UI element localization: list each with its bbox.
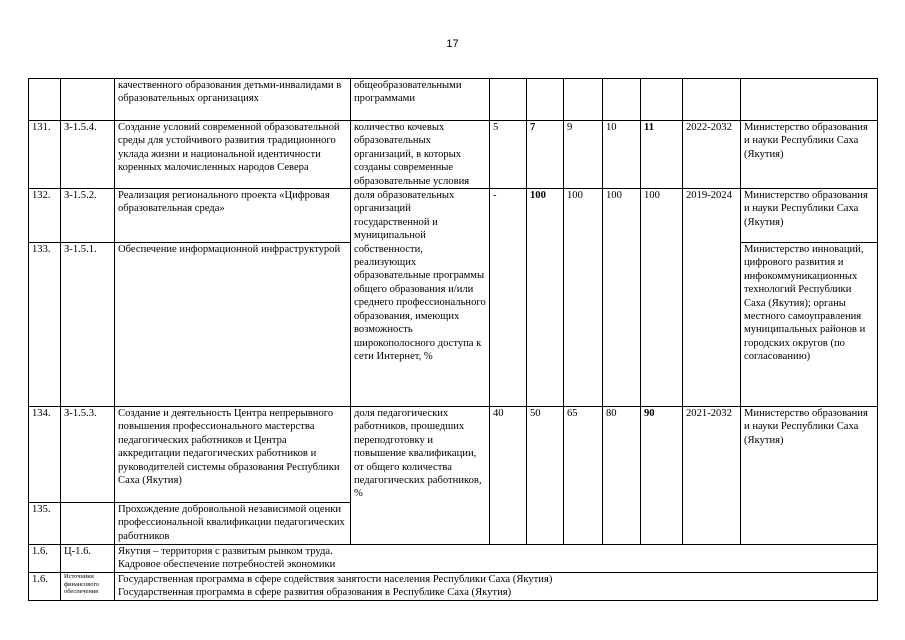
table-row-goal: [29, 545, 878, 573]
cell-value: [490, 79, 527, 121]
table-row-134: [29, 407, 878, 503]
cell-agency: Министерство инноваций, цифрового развития и инфокоммуникационных технологий Республики Саха (Якутия); органы местного самоуправления муниципальных районов и городских округов (по согласованию): [741, 243, 878, 407]
cell-measure: Создание условий современной образовательной среды для устойчивого развития традиционного уклада жизни и национальной идентичности коренных малочисленных народов Севера: [115, 121, 351, 189]
cell-value-4: 10: [603, 121, 641, 189]
cell-value-4: 100: [603, 189, 641, 407]
cell-value-1: 5: [490, 121, 527, 189]
cell-value-4: 80: [603, 407, 641, 545]
program-table: [28, 78, 878, 601]
cell-years: 2021-2032: [683, 407, 741, 545]
cell-years: 2019-2024: [683, 189, 741, 407]
cell-indicator: доля педагогических работников, прошедших переподготовку и повышение квалификации, от общего количества педагогических работников, %: [351, 407, 490, 545]
cell-value-5: 11: [641, 121, 683, 189]
sources-text: [115, 573, 878, 601]
cell-value: [603, 79, 641, 121]
cell-years: 2022-2032: [683, 121, 741, 189]
table-row-131: [29, 121, 878, 189]
cell-num: 135.: [29, 503, 61, 545]
cell-code: З-1.5.4.: [61, 121, 115, 189]
sources-line-2: Государственная программа в сфере развития образования в Республике Саха (Якутия): [118, 587, 512, 599]
cell-agency: Министерство образования и науки Республики Саха (Якутия): [741, 121, 878, 189]
cell-value-2: 7: [527, 121, 564, 189]
cell-num: 1.6.: [29, 573, 61, 601]
table-row-sources: [29, 573, 878, 601]
cell-num: 132.: [29, 189, 61, 243]
cell-value-1: 40: [490, 407, 527, 545]
cell-num: 1.6.: [29, 545, 61, 573]
cell-value-3: 65: [564, 407, 603, 545]
cell-code: [61, 79, 115, 121]
cell-measure: Обеспечение информационной инфраструктурой: [115, 243, 351, 407]
cell-value: [564, 79, 603, 121]
cell-value-1: -: [490, 189, 527, 407]
cell-value-3: 9: [564, 121, 603, 189]
cell-num: 133.: [29, 243, 61, 407]
cell-measure: Создание и деятельность Центра непрерывного повышения профессионального мастерства педагогических работников и Центра аккредитации педагогических работников и руководителей системы образования Республики Саха (Якутия): [115, 407, 351, 503]
cell-measure: качественного образования детьми-инвалидами в образовательных организациях: [115, 79, 351, 121]
cell-value: [527, 79, 564, 121]
cell-indicator: доля образовательных организаций государственной и муниципальной собственности, реализующих образовательные программы общего образования и/или среднего профессионального образования, имеющих возможность широкополосного доступа к сети Интернет, %: [351, 189, 490, 407]
cell-years: [683, 79, 741, 121]
cell-num: [29, 79, 61, 121]
cell-measure: Прохождение добровольной независимой оценки профессиональной квалификации педагогических работников: [115, 503, 351, 545]
cell-value-2: 100: [527, 189, 564, 407]
cell-measure: Реализация регионального проекта «Цифровая образовательная среда»: [115, 189, 351, 243]
cell-num: 134.: [29, 407, 61, 503]
cell-agency: Министерство образования и науки Республики Саха (Якутия): [741, 189, 878, 243]
cell-indicator: количество кочевых образовательных организаций, в которых созданы современные образовательные условия: [351, 121, 490, 189]
cell-code: З-1.5.2.: [61, 189, 115, 243]
goal-line-2: Кадровое обеспечение потребностей экономики: [118, 559, 336, 571]
goal-text: [115, 545, 878, 573]
sources-line-1: Государственная программа в сфере содействия занятости населения Республики Саха (Якутия): [118, 574, 553, 586]
cell-code: [61, 503, 115, 545]
cell-code: З-1.5.3.: [61, 407, 115, 503]
cell-value: [641, 79, 683, 121]
cell-sources-label: Источники финансового обеспечения: [61, 573, 115, 601]
goal-line-1: Якутия – территория с развитым рынком труда.: [118, 546, 333, 558]
cell-code: Ц-1.6.: [61, 545, 115, 573]
cell-agency: [741, 79, 878, 121]
table-row-132: [29, 189, 878, 243]
cell-value-5: 100: [641, 189, 683, 407]
cell-value-5: 90: [641, 407, 683, 545]
page-number: 17: [446, 38, 459, 50]
cell-code: З-1.5.1.: [61, 243, 115, 407]
cell-agency: Министерство образования и науки Республики Саха (Якутия): [741, 407, 878, 545]
table-row-continued: [29, 79, 878, 121]
cell-value-3: 100: [564, 189, 603, 407]
cell-num: 131.: [29, 121, 61, 189]
cell-value-2: 50: [527, 407, 564, 545]
cell-indicator: общеобразовательными программами: [351, 79, 490, 121]
